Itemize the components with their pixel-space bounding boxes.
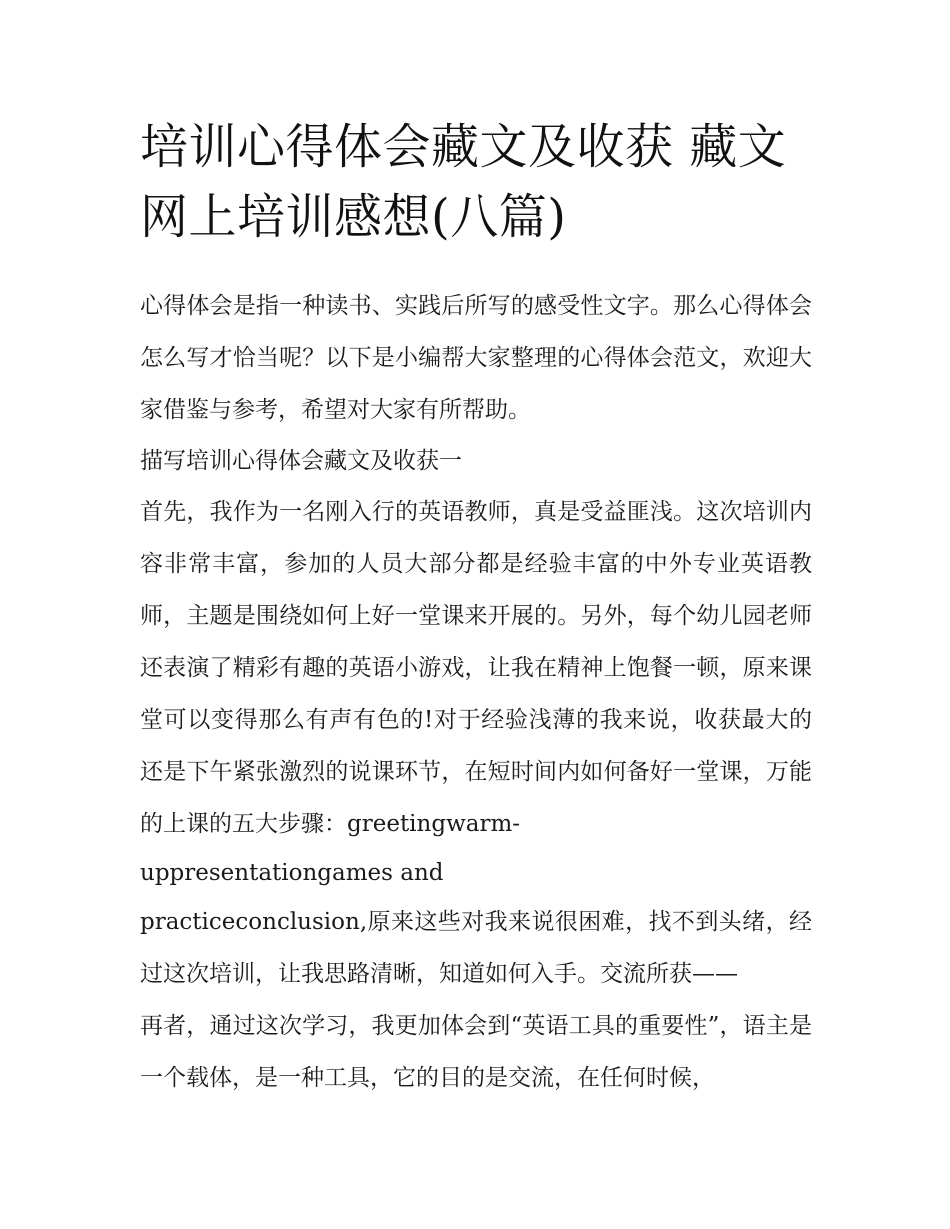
body-paragraph-2: practiceconclusion,原来这些对我来说很困难，找不到头绪，经过这次培训，让我思路清晰，知道如何入手。交流所获—— [140, 909, 812, 987]
document-content [140, 112, 812, 1104]
section-heading: 描写培训心得体会藏文及收获一 [140, 448, 462, 474]
body-paragraph-3: 再者，通过这次学习，我更加体会到“英语工具的重要性”，语主是一个载体，是一种工具，它的目的是交流，在任何时候， [140, 1013, 812, 1091]
body-paragraph-latin: uppresentationgames and [140, 860, 444, 886]
body-paragraph-1: 首先，我作为一名刚入行的英语教师，真是受益匪浅。这次培训内容非常丰富，参加的人员大部分都是经验丰富的中外专业英语教师，主题是围绕如何上好一堂课来开展的。另外，每个幼儿园老师还表演了精彩有趣的英语小游戏，让我在精神上饱餐一顿，原来课堂可以变得那么有声有色的!对于经验浅薄的我来说，收获最大的还是下午紧张激烈的说课环节，在短时间内如何备好一堂课，万能的上课的五大步骤：greetingwarm- [140, 499, 812, 837]
document-title: 培训心得体会藏文及收获 藏文网上培训感想(八篇) [140, 119, 787, 245]
intro-paragraph: 心得体会是指一种读书、实践后所写的感受性文字。那么心得体会怎么写才恰当呢？以下是小编帮大家整理的心得体会范文，欢迎大家借鉴与参考，希望对大家有所帮助。 [140, 293, 812, 423]
